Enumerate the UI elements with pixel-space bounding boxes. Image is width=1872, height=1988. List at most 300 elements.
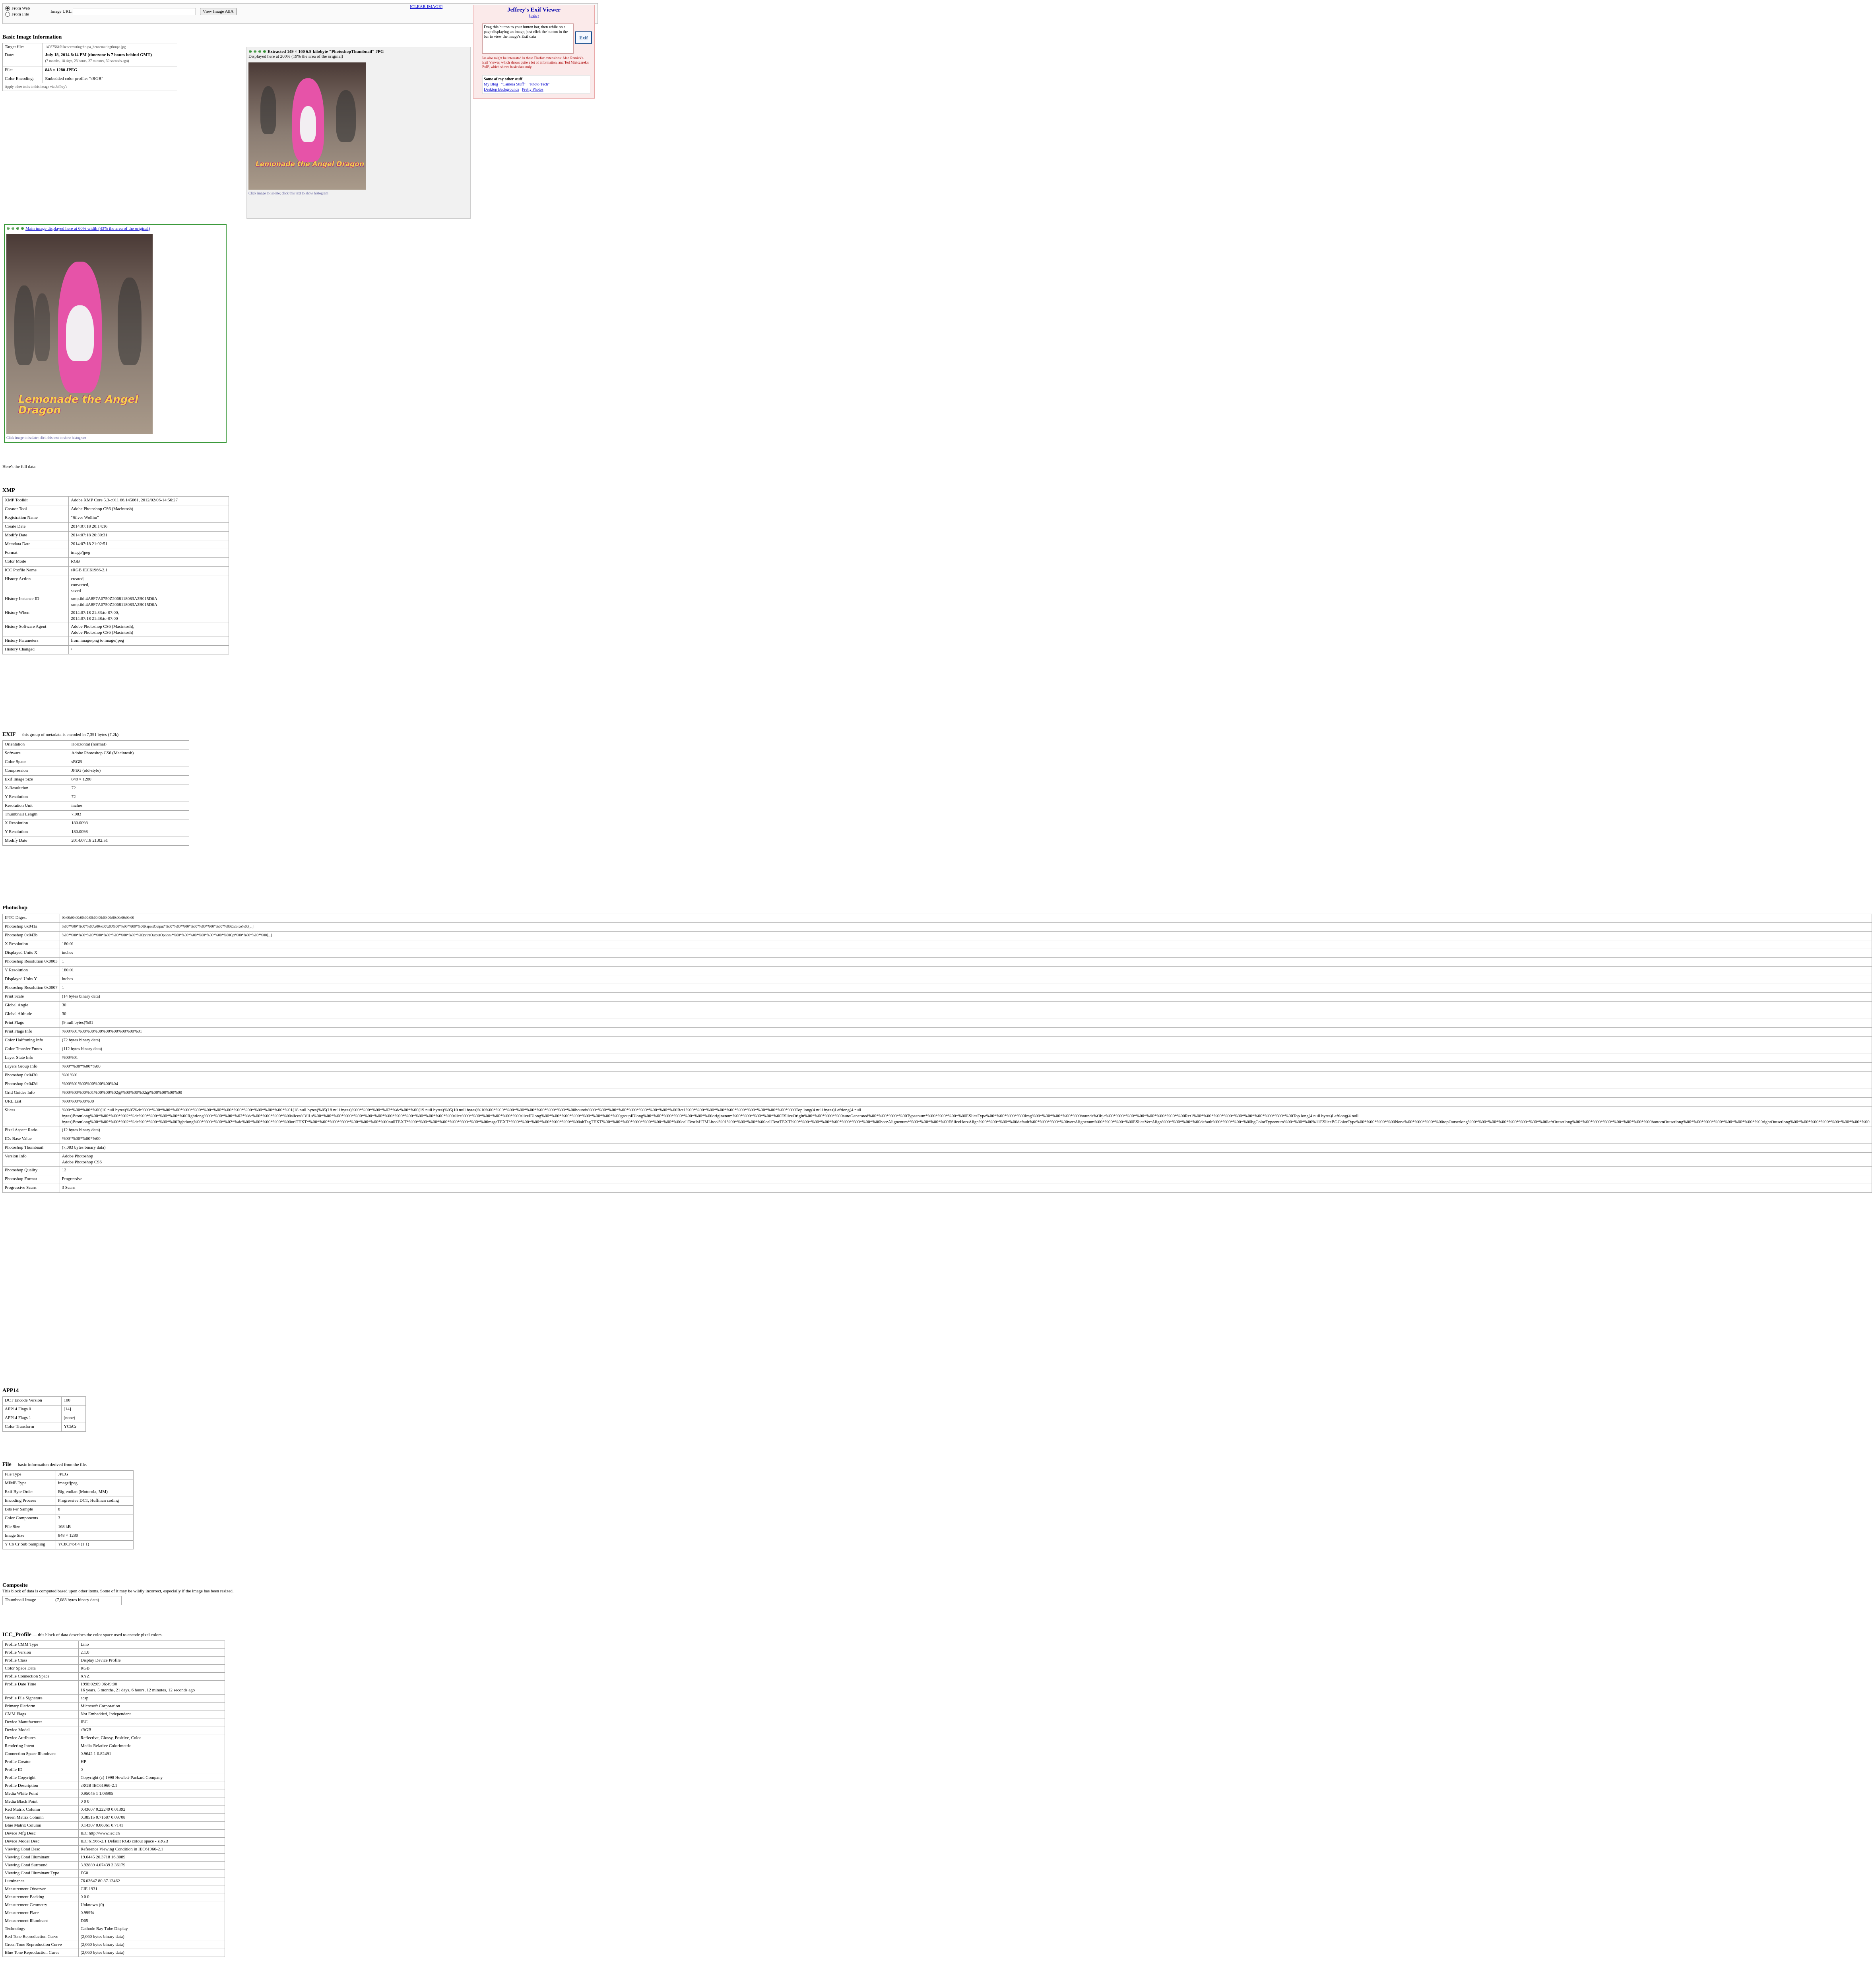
table-row xyxy=(3,1126,1872,1135)
table-row xyxy=(3,1758,225,1766)
table-row xyxy=(3,1806,225,1814)
thumbnail-histogram-link[interactable]: Click image to isolate; click this text to show histogram xyxy=(248,191,328,195)
row-key: Print Flags xyxy=(3,1019,60,1028)
row-key: Global Angle xyxy=(3,1002,60,1010)
table-row xyxy=(3,1710,225,1718)
table-row xyxy=(3,1742,225,1750)
row-key: APP14 Flags 1 xyxy=(3,1414,62,1423)
row-value: (12 bytes binary data) xyxy=(60,1126,1872,1135)
row-value: 19.6445 20.3718 16.8089 xyxy=(78,1854,225,1862)
table-row xyxy=(3,1854,225,1862)
row-key: Modify Date xyxy=(3,837,69,846)
row-key: Resolution Unit xyxy=(3,802,69,811)
table-row xyxy=(3,1423,86,1432)
table-row xyxy=(3,1782,225,1790)
table-row xyxy=(3,51,177,66)
table-row xyxy=(3,540,229,549)
row-value: YCbCr xyxy=(62,1423,86,1432)
row-value: Adobe XMP Core 5.3-c011 66.145661, 2012/02/06-14:56:27 xyxy=(69,497,229,505)
row-value: 0.43607 0.22249 0.01392 xyxy=(78,1806,225,1814)
row-value: 2.1.0 xyxy=(78,1649,225,1657)
row-key: Photoshop 0x041a xyxy=(3,923,60,932)
row-value: RGB xyxy=(69,558,229,567)
table-row xyxy=(3,828,189,837)
icc-section xyxy=(2,1632,225,1957)
row-value: 2014:07:18 21:33:to-07:00, 2014:07:18 21:48:to-07:00 xyxy=(69,609,229,623)
table-row xyxy=(3,949,1872,958)
exif-section xyxy=(2,732,189,846)
file-heading: File xyxy=(2,1462,12,1468)
row-key: Profile Copyright xyxy=(3,1774,79,1782)
other-tools-note: Apply other tools to this image via Jeffrey's xyxy=(3,83,177,91)
file-section xyxy=(2,1462,134,1549)
row-value: (2,060 bytes binary data) xyxy=(78,1941,225,1949)
row-key: Photoshop Resolution 0x0007 xyxy=(3,984,60,993)
row-key: Thumbnail Image xyxy=(3,1596,53,1605)
row-value: (2,060 bytes binary data) xyxy=(78,1933,225,1941)
row-value: 2014:07:18 20:14:16 xyxy=(69,523,229,532)
row-value: 100 xyxy=(62,1397,86,1406)
row-value: %00%01%00%00%00%00%00%00%00%01 xyxy=(60,1028,1872,1037)
table-row xyxy=(3,567,229,575)
table-row xyxy=(3,1790,225,1798)
table-row xyxy=(3,758,189,767)
row-key: Version Info xyxy=(3,1153,60,1167)
row-key: Compression xyxy=(3,767,69,776)
radio-from-web-label: From Web xyxy=(12,6,30,11)
row-value: 0.95045 1 1.08905 xyxy=(78,1790,225,1798)
table-row xyxy=(3,1649,225,1657)
row-key: Color Space Data xyxy=(3,1665,79,1673)
row-value: Progressive DCT, Huffman coding xyxy=(56,1497,133,1506)
row-key: Viewing Cond Desc xyxy=(3,1846,79,1854)
table-row xyxy=(3,1925,225,1933)
app14-heading: APP14 xyxy=(2,1388,19,1394)
row-key: Blue Tone Reproduction Curve xyxy=(3,1949,79,1957)
row-value: D65 xyxy=(78,1917,225,1925)
row-key: Media White Point xyxy=(3,1790,79,1798)
table-row xyxy=(3,1657,225,1665)
row-value: 848 × 1280 xyxy=(56,1532,133,1541)
table-row xyxy=(3,984,1872,993)
table-row xyxy=(3,784,189,793)
row-value: (72 bytes binary data) xyxy=(60,1037,1872,1045)
row-value: Adobe Photoshop CS6 (Macintosh) xyxy=(69,749,189,758)
table-row xyxy=(3,1941,225,1949)
row-value: 3 xyxy=(56,1514,133,1523)
row-value: IEC http://www.iec.ch xyxy=(78,1830,225,1838)
row-key: ICC Profile Name xyxy=(3,567,69,575)
sidebar-title: Jeffrey's Exif Viewer xyxy=(507,7,561,13)
table-row xyxy=(3,1750,225,1758)
basic-key: Target file: xyxy=(3,43,43,51)
table-row xyxy=(3,1877,225,1885)
row-key: Image Size xyxy=(3,1532,56,1541)
row-value: %00%01 xyxy=(60,1054,1872,1063)
table-row xyxy=(3,1098,1872,1107)
table-row xyxy=(3,1901,225,1909)
table-row xyxy=(3,514,229,523)
row-key: Color Halftoning Info xyxy=(3,1037,60,1045)
table-row xyxy=(3,1488,134,1497)
table-row xyxy=(3,1506,134,1514)
table-row xyxy=(3,811,189,819)
row-value: Reflective, Glossy, Positive, Color xyxy=(78,1734,225,1742)
row-value: 72 xyxy=(69,784,189,793)
table-row xyxy=(3,802,189,811)
row-value: Copyright (c) 1998 Hewlett-Packard Company xyxy=(78,1774,225,1782)
table-row xyxy=(3,967,1872,975)
row-key: Slices xyxy=(3,1107,60,1126)
table-row xyxy=(3,1814,225,1822)
table-row xyxy=(3,793,189,802)
row-value: inches xyxy=(60,949,1872,958)
row-value: %00%00%00%00 xyxy=(60,1098,1872,1107)
table-row xyxy=(3,1726,225,1734)
row-value: Cathode Ray Tube Display xyxy=(78,1925,225,1933)
table-row xyxy=(3,958,1872,967)
image-url-label: Image URL: xyxy=(50,9,73,14)
row-value: %00*%00*%00*%00(10 null bytes)%05%dc%00*%00*%00*%00*%00*%00*%00*%00*%00*%00*%00*%00*%00*%00*%01(18 null bytes)%05(18 null bytes)%00*%00*%00*%02*%dc%00*%00(19 null bytes)%05(10 null bytes)%10%00*%00*%00*%00*%00*%00*%00*%00*%00bounds%00*%00*%00*%00*%00*%00*%00*%00*%00Rct1%00*%00*%00*%00*%00*%00*%00*%00*%00*%00*%00Top long(4 null bytes)Leftlong(4 null bytes)Btomlong%00*%00*%00*%02*%dc%00*%00*%00*%00*%00Rghtlong%00*%00*%00*%02*%dc%00*%00*%00*%00slices%VlLs%00*%00*%00*%00*%00*%00*%00*%00*%00*%00*%00*%00*%00*%00slice%00*%00*%00*%00*%00*%00sliceIDlong%00*%00*%00*%00*%00*%00*%00*%00groupIDlong%00*%00*%00*%00*%00*%00*%00originenum%00*%00*%00*%00*%00ESliceOrigin%00*%00*%00*%00autoGenerated%00*%00*%00*%00Typeenum*%00*%00*%00*%00ESliceType%00*%00*%00*%00Img%00*%00*%00*%00*%00bounds%Objc%00*%00*%00*%00*%00*%00*%00*%00Rct1%00*%00*%00*%00*%00*%00*%00*%00*%00*%00Top long(4 null bytes)Leftlong(4 null bytes)Btomlong%00*%00*%00*%02*%dc%00*%00*%00*%00Rghtlong%00*%00*%00*%02*%dc%00*%00*%00*%00*%00urlTEXT*%00*%00*%00*%00*%00*%00*%00*%00nullTEXT*%00*%00*%00*%00*%00*%00*%00*%00msgeTEXT*%00*%00*%00*%00*%00*%00*%00altTagTEXT%00*%00*%00*%00*%00*%00*%00*%00cellTextIsHTMLbool%01%00*%00*%00*%00cellTextTEXT%00*%00*%00*%00*%00*%00*%00*%00*%00horzAlignenum*%00*%00*%00*%00ESliceHorzAlign%00*%00*%00*%00default%00*%00*%00*%00vertAlignenum%00*%00*%00*%00ESliceVertAlign%00*%00*%00*%00default%00*%00*%00*%00bgColorTypeenum%00*%00*%00%11ESliceBGColorType%00*%00*%00*%00None%00*%00*%00*%00topOutsetlong%00*%00*%00*%00*%00*%00*%00*%00leftOutsetlong%00*%00*%00*%00*%00*%00*%00*%00bottomOutsetlong%00*%00*%00*%00*%00*%00*%00*%00rightOutsetlong%00*%00*%00*%00*%00*%00*%00*%00 xyxy=(60,1107,1872,1126)
table-row xyxy=(3,1107,1872,1126)
composite-section xyxy=(2,1582,234,1605)
row-key: X-Resolution xyxy=(3,784,69,793)
camera-stuff-link[interactable]: "Camera Stuff" xyxy=(501,82,526,87)
main-image[interactable] xyxy=(6,234,153,434)
row-value: Unknown (0) xyxy=(78,1901,225,1909)
row-value: %00*%00*%00*%00\x00\x00\x00%00*%00*%00*%00ReportOutput*%00*%00*%00*%00*%00*%00*%00*%00Enforce%00[...] xyxy=(60,923,1872,932)
row-value: %01%01 xyxy=(60,1072,1872,1080)
table-row xyxy=(3,1665,225,1673)
row-value: (14 bytes binary data) xyxy=(60,993,1872,1002)
nav-icons[interactable]: ⊕ ⊕ ⊕ ⊕ xyxy=(248,49,267,54)
table-row xyxy=(3,1054,1872,1063)
row-value: 0.999% xyxy=(78,1909,225,1917)
table-row xyxy=(3,923,1872,932)
table-row xyxy=(3,940,1872,949)
table-row xyxy=(3,1153,1872,1167)
row-key: Profile Connection Space xyxy=(3,1673,79,1681)
row-key: Registration Name xyxy=(3,514,69,523)
thumbnail-caption-text: Extracted 149 × 160 6.9-kilobyte "PhotoshopThumbnail" JPG xyxy=(267,49,384,54)
row-value: JPEG xyxy=(56,1471,133,1479)
main-image-histogram-link[interactable]: Click image to isolate; click this text to show histogram xyxy=(6,436,86,440)
row-value: 30 xyxy=(60,1002,1872,1010)
row-value: Big-endian (Motorola, MM) xyxy=(56,1488,133,1497)
table-row xyxy=(3,1838,225,1846)
row-key: URL List xyxy=(3,1098,60,1107)
row-key: Displayed Units X xyxy=(3,949,60,958)
row-key: Print Scale xyxy=(3,993,60,1002)
table-row xyxy=(3,1523,134,1532)
basic-date-value: July 18, 2014 8:14 PM (timezone is 7 hours behind GMT) xyxy=(45,52,152,57)
view-image-button[interactable]: View Image AllA xyxy=(200,8,237,15)
table-row xyxy=(3,1673,225,1681)
row-value: 0 0 0 xyxy=(78,1893,225,1901)
row-value: Reference Viewing Condition in IEC61966-2.1 xyxy=(78,1846,225,1854)
row-value: 1 xyxy=(60,958,1872,967)
table-row xyxy=(3,1798,225,1806)
row-value: 0.14307 0.06061 0.7141 xyxy=(78,1822,225,1830)
row-key: Device Mfg Desc xyxy=(3,1830,79,1838)
row-value: IEC xyxy=(78,1718,225,1726)
row-key: XMP Toolkit xyxy=(3,497,69,505)
table-row xyxy=(3,1681,225,1695)
table-row xyxy=(3,1766,225,1774)
radio-from-file-label: From File xyxy=(12,12,29,17)
app14-section xyxy=(2,1388,86,1432)
row-key: Blue Matrix Column xyxy=(3,1822,79,1830)
row-value: 2014:07:18 20:30:31 xyxy=(69,532,229,540)
basic-date-ago: (7 months, 18 days, 23 hours, 27 minutes, 30 seconds ago) xyxy=(45,59,129,63)
row-key: Y Resolution xyxy=(3,828,69,837)
row-key: History Action xyxy=(3,575,69,595)
thumbnail-image[interactable] xyxy=(248,62,366,190)
row-key: Device Manufacturer xyxy=(3,1718,79,1726)
row-key: Color Mode xyxy=(3,558,69,567)
basic-value: 14037561fd hencemutingthrupa_hencemutingthrupa.jpg xyxy=(43,43,177,51)
photo-tech-link[interactable]: "Photo Tech" xyxy=(528,82,550,87)
main-image-banner-text: Lemonade the Angel Dragon xyxy=(18,394,138,417)
row-value: Microsoft Corporation xyxy=(78,1703,225,1710)
table-row xyxy=(3,1846,225,1854)
row-value: created, converted, saved xyxy=(69,575,229,595)
table-row xyxy=(3,609,229,623)
bookmarklet-instructions: Drag this button to your button bar, then while on a page displaying an image, just click the button in the bar to view the image's Exif data xyxy=(484,25,568,39)
row-value: sRGB IEC61966-2.1 xyxy=(69,567,229,575)
row-key: Measurement Backing xyxy=(3,1893,79,1901)
sidebar-panel xyxy=(473,5,595,99)
nav-icons[interactable]: ⊕ ⊕ ⊕ ⊕ xyxy=(6,226,25,231)
row-key: Viewing Cond Illuminant Type xyxy=(3,1870,79,1877)
basic-key: Color Encoding: xyxy=(3,75,43,83)
row-key: Viewing Cond Illuminant xyxy=(3,1854,79,1862)
table-row xyxy=(3,575,229,595)
row-value: Display Device Profile xyxy=(78,1657,225,1665)
row-value: 3 Scans xyxy=(60,1184,1872,1193)
row-key: Luminance xyxy=(3,1877,79,1885)
row-key: Photoshop 0x042d xyxy=(3,1080,60,1089)
firefox-addons-note: Ias also might be interested in these Firefox extensions: Alan Remick's Exif Viewer, which shows quite a lot of information, and Ted Mielczarek's FxIF, which shows basic data only. xyxy=(482,56,589,69)
basic-key: Date: xyxy=(3,51,43,66)
row-key: Profile ID xyxy=(3,1766,79,1774)
table-row xyxy=(3,623,229,637)
row-key: Profile Description xyxy=(3,1782,79,1790)
row-key: History Parameters xyxy=(3,637,69,646)
row-key: Green Matrix Column xyxy=(3,1814,79,1822)
row-value: JPEG (old-style) xyxy=(69,767,189,776)
exif-heading: EXIF xyxy=(2,732,16,738)
clear-image-link[interactable]: [CLEAR IMAGE] xyxy=(410,4,443,9)
row-value: [14] xyxy=(62,1406,86,1414)
row-key: File Type xyxy=(3,1471,56,1479)
row-key: Y Cb Cr Sub Sampling xyxy=(3,1541,56,1549)
photoshop-table xyxy=(2,914,1872,1193)
row-value: %00%01%00%00%00%00%04 xyxy=(60,1080,1872,1089)
row-value: IEC 61966-2.1 Default RGB colour space - sRGB xyxy=(78,1838,225,1846)
row-key: Device Model xyxy=(3,1726,79,1734)
file-table xyxy=(2,1470,134,1549)
composite-heading: Composite xyxy=(2,1582,28,1588)
row-key: Y Resolution xyxy=(3,967,60,975)
row-key: CMM Flags xyxy=(3,1710,79,1718)
row-key: Format xyxy=(3,549,69,558)
row-key: Color Components xyxy=(3,1514,56,1523)
row-value: 3.92889 4.07439 3.36179 xyxy=(78,1862,225,1870)
composite-table xyxy=(2,1596,122,1605)
row-key: Device Model Desc xyxy=(3,1838,79,1846)
row-key: Photoshop Resolution 0x0003 xyxy=(3,958,60,967)
desktop-backgrounds-link[interactable]: Desktop Backgrounds xyxy=(484,87,519,92)
row-key: Color Transform xyxy=(3,1423,62,1432)
composite-note: This block of data is computed based upon other items. Some of it may be wildly incorrect, especially if the image has been resized. xyxy=(2,1589,234,1594)
table-row xyxy=(3,1497,134,1506)
row-key: Layers Group Info xyxy=(3,1063,60,1072)
row-key: APP14 Flags 0 xyxy=(3,1406,62,1414)
table-row xyxy=(3,1175,1872,1184)
row-value: 2014:07:18 21:02:51 xyxy=(69,837,189,846)
row-key: Create Date xyxy=(3,523,69,532)
basic-info-heading: Basic Image Information xyxy=(2,34,62,40)
row-key: History Instance ID xyxy=(3,595,69,609)
row-key: Orientation xyxy=(3,741,69,749)
row-key: Exif Image Size xyxy=(3,776,69,784)
table-row xyxy=(3,1135,1872,1144)
row-value: YCbCr4:4:4 (1 1) xyxy=(56,1541,133,1549)
row-key: Pixel Aspect Ratio xyxy=(3,1126,60,1135)
row-key: File Size xyxy=(3,1523,56,1532)
row-value: / xyxy=(69,646,229,654)
row-value: sRGB xyxy=(78,1726,225,1734)
table-row xyxy=(3,1734,225,1742)
help-link[interactable]: (help) xyxy=(529,14,539,18)
icc-subnote: — this block of data describes the color space used to encode pixel colors. xyxy=(32,1633,163,1637)
photoshop-section xyxy=(2,905,1872,1193)
table-row xyxy=(3,1063,1872,1072)
exif-bookmarklet-button[interactable]: Exif xyxy=(575,31,592,44)
row-key: Color Transfer Funcs xyxy=(3,1045,60,1054)
row-value: XYZ xyxy=(78,1673,225,1681)
table-row xyxy=(3,1703,225,1710)
row-key: Green Tone Reproduction Curve xyxy=(3,1941,79,1949)
row-value: sRGB IEC61966-2.1 xyxy=(78,1782,225,1790)
row-key: Primary Platform xyxy=(3,1703,79,1710)
table-row xyxy=(3,932,1872,940)
row-value: Horizontal (normal) xyxy=(69,741,189,749)
row-value: 848 × 1280 xyxy=(69,776,189,784)
row-value: D50 xyxy=(78,1870,225,1877)
row-value: Not Embedded, Independent xyxy=(78,1710,225,1718)
row-key: Measurement Illuminant xyxy=(3,1917,79,1925)
table-row xyxy=(3,1596,122,1605)
row-key: Media Black Point xyxy=(3,1798,79,1806)
table-row xyxy=(3,646,229,654)
table-row xyxy=(3,767,189,776)
table-row xyxy=(3,1184,1872,1193)
row-value: 8 xyxy=(56,1506,133,1514)
table-row xyxy=(3,1933,225,1941)
row-value: 0 xyxy=(78,1766,225,1774)
table-row xyxy=(3,975,1872,984)
row-key: Profile CMM Type xyxy=(3,1641,79,1649)
main-image-caption-text: Main image displayed here at 60% width (43% the area of the original) xyxy=(25,226,150,231)
table-row xyxy=(3,1514,134,1523)
table-row xyxy=(3,523,229,532)
table-row xyxy=(3,1037,1872,1045)
row-key: Photoshop Quality xyxy=(3,1167,60,1175)
table-row xyxy=(3,497,229,505)
main-image-panel xyxy=(4,224,227,443)
row-value: (9 null bytes)%01 xyxy=(60,1019,1872,1028)
table-row xyxy=(3,993,1872,1002)
table-row xyxy=(3,75,177,83)
image-url-input[interactable] xyxy=(73,8,196,15)
table-row xyxy=(3,1028,1872,1037)
table-row xyxy=(3,1397,86,1406)
table-row xyxy=(3,1045,1872,1054)
table-row xyxy=(3,1830,225,1838)
thumbnail-caption xyxy=(248,49,384,59)
table-row xyxy=(3,1718,225,1726)
row-value: xmp.iid:4A8F7A0750Z2068118083A2B015D0A xmp.iid:4A8F7A0750Z2068118083A2B015D0A xyxy=(69,595,229,609)
row-key: History When xyxy=(3,609,69,623)
row-key: History Changed xyxy=(3,646,69,654)
row-key: Rendering Intent xyxy=(3,1742,79,1750)
row-key: Color Space xyxy=(3,758,69,767)
row-key: X Resolution xyxy=(3,940,60,949)
row-value: 72 xyxy=(69,793,189,802)
table-row xyxy=(3,1870,225,1877)
radio-from-web[interactable] xyxy=(5,6,10,11)
row-value: Adobe Photoshop CS6 (Macintosh) xyxy=(69,505,229,514)
row-key: Layer State Info xyxy=(3,1054,60,1063)
basic-info-section xyxy=(2,34,169,91)
row-value: image/jpeg xyxy=(69,549,229,558)
icc-table xyxy=(2,1640,225,1957)
row-value: (none) xyxy=(62,1414,86,1423)
row-key: Red Tone Reproduction Curve xyxy=(3,1933,79,1941)
table-row xyxy=(3,532,229,540)
table-row xyxy=(3,505,229,514)
row-value: inches xyxy=(60,975,1872,984)
row-value: (112 bytes binary data) xyxy=(60,1045,1872,1054)
other-stuff-box xyxy=(482,75,590,94)
row-value: (2,060 bytes binary data) xyxy=(78,1949,225,1957)
row-value: acsp xyxy=(78,1695,225,1703)
basic-key: File: xyxy=(3,66,43,75)
row-value: (7,083 bytes binary data) xyxy=(60,1144,1872,1153)
source-radio-group xyxy=(5,6,30,18)
file-subnote: — basic information derived from the file. xyxy=(12,1462,87,1467)
row-value: 30 xyxy=(60,1010,1872,1019)
other-stuff-title: Some of my other stuff xyxy=(484,77,523,82)
blog-link[interactable]: My Blog xyxy=(484,82,498,87)
radio-from-file[interactable] xyxy=(5,12,10,17)
table-row xyxy=(3,1774,225,1782)
table-row xyxy=(3,66,177,75)
thumbnail-panel xyxy=(246,47,471,219)
row-value: %00*%00*%00*%00*%00*%00*%00*%00*%00*%00printOutputOptions*%00*%00*%00*%00*%00*%00*%00Cpt%00*%00*%00*%00[...] xyxy=(60,932,1872,940)
pretty-photos-link[interactable]: Pretty Photos xyxy=(522,87,543,92)
row-value: Adobe Photoshop Adobe Photoshop CS6 xyxy=(60,1153,1872,1167)
icc-heading: ICC_Profile xyxy=(2,1632,31,1638)
table-row xyxy=(3,549,229,558)
row-key: Grid Guides Info xyxy=(3,1089,60,1098)
row-key: Displayed Units Y xyxy=(3,975,60,984)
row-key: Progressive Scans xyxy=(3,1184,60,1193)
row-key: Photoshop 0x0430 xyxy=(3,1072,60,1080)
full-data-note: Here's the full data: xyxy=(2,464,37,469)
